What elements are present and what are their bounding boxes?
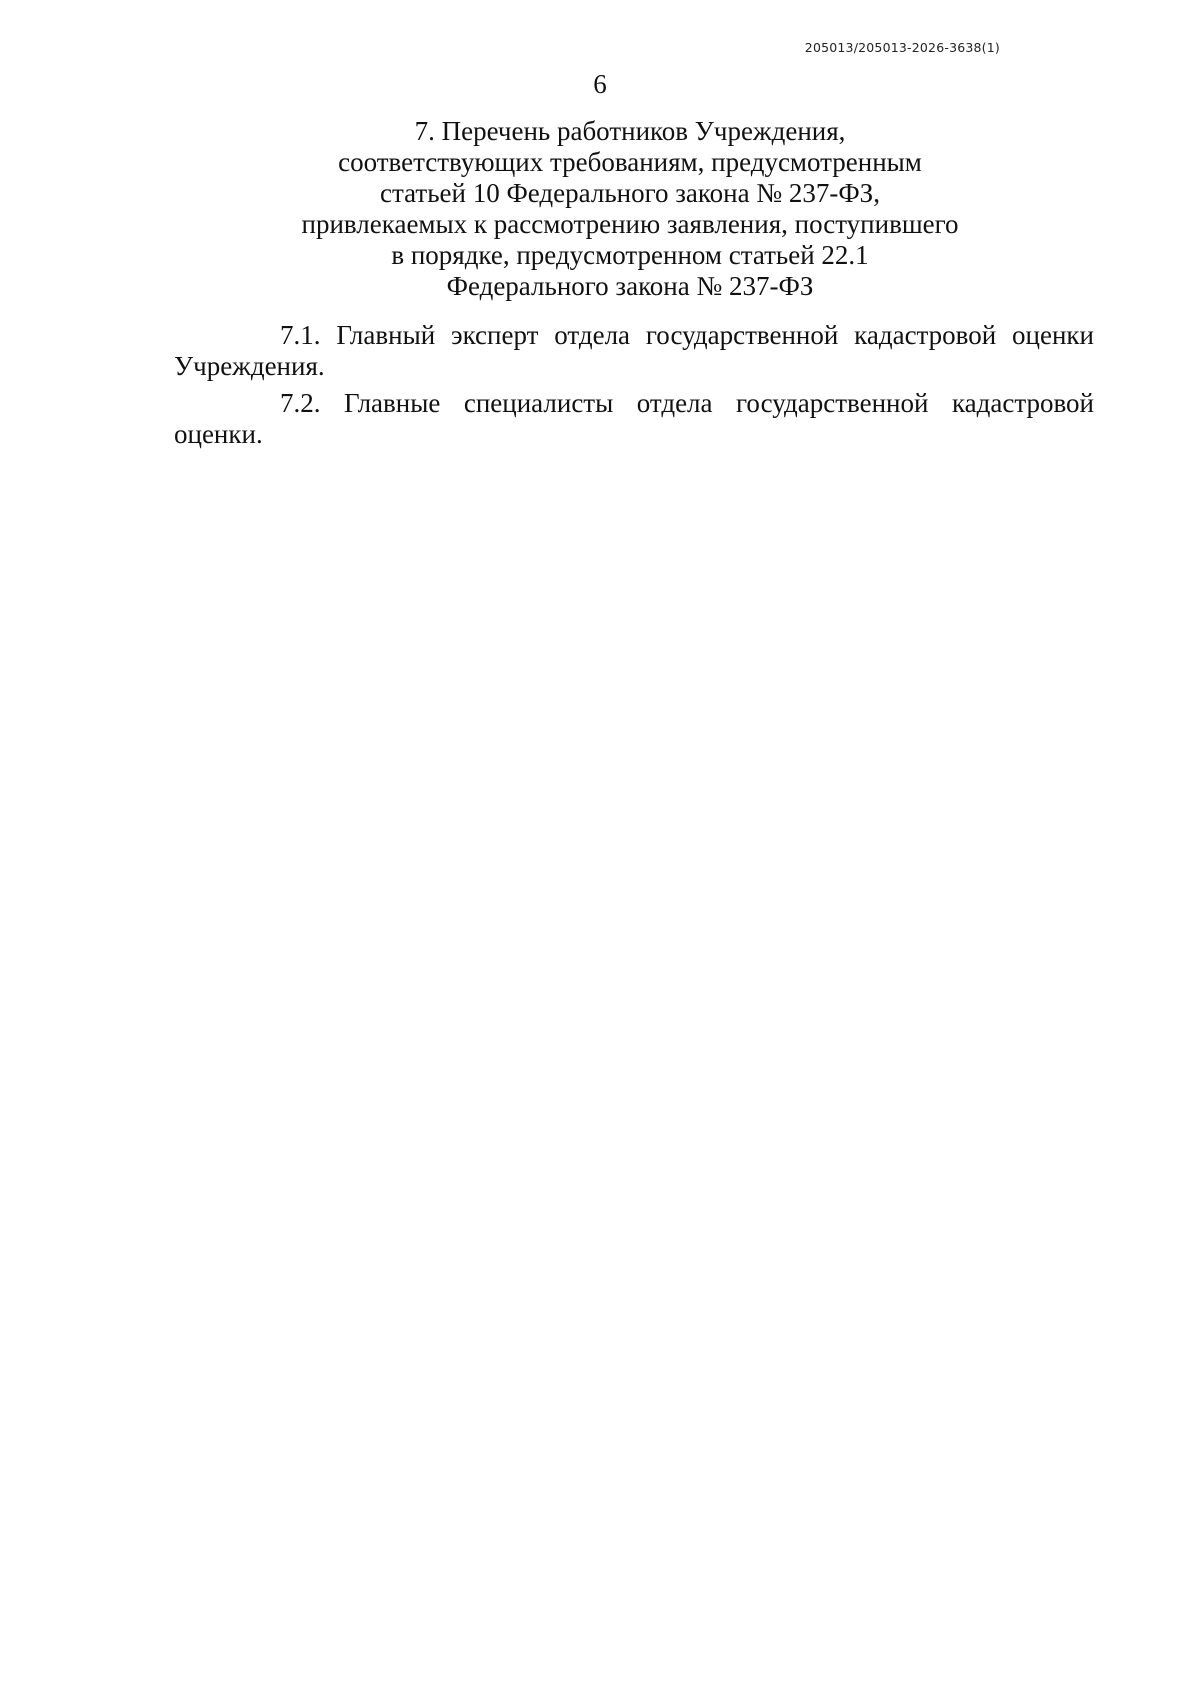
paragraph-line: Учреждения.	[174, 351, 325, 381]
heading-line: соответствующих требованиям, предусмотренным	[338, 147, 922, 177]
heading-line: статьей 10 Федерального закона № 237-ФЗ,	[380, 178, 880, 208]
list-item	[174, 388, 1094, 450]
list-item	[174, 320, 1094, 382]
paragraph-line: оценки.	[174, 419, 263, 449]
paragraph-line: 7.2. Главные специалисты отдела государственной кадастровой	[280, 388, 1094, 418]
section-body	[174, 320, 1094, 456]
section-heading	[180, 116, 1080, 302]
heading-line: привлекаемых к рассмотрению заявления, поступившего	[301, 209, 959, 239]
heading-line: 7. Перечень работников Учреждения,	[414, 116, 846, 146]
heading-line: в порядке, предусмотренном статьей 22.1	[391, 240, 869, 270]
page-number: 6	[593, 69, 607, 99]
document-registration-number: 205013/205013-2026-3638(1)	[804, 40, 1000, 55]
heading-line: Федерального закона № 237-ФЗ	[446, 271, 814, 301]
paragraph-line: 7.1. Главный эксперт отдела государственной кадастровой оценки	[280, 320, 1094, 350]
